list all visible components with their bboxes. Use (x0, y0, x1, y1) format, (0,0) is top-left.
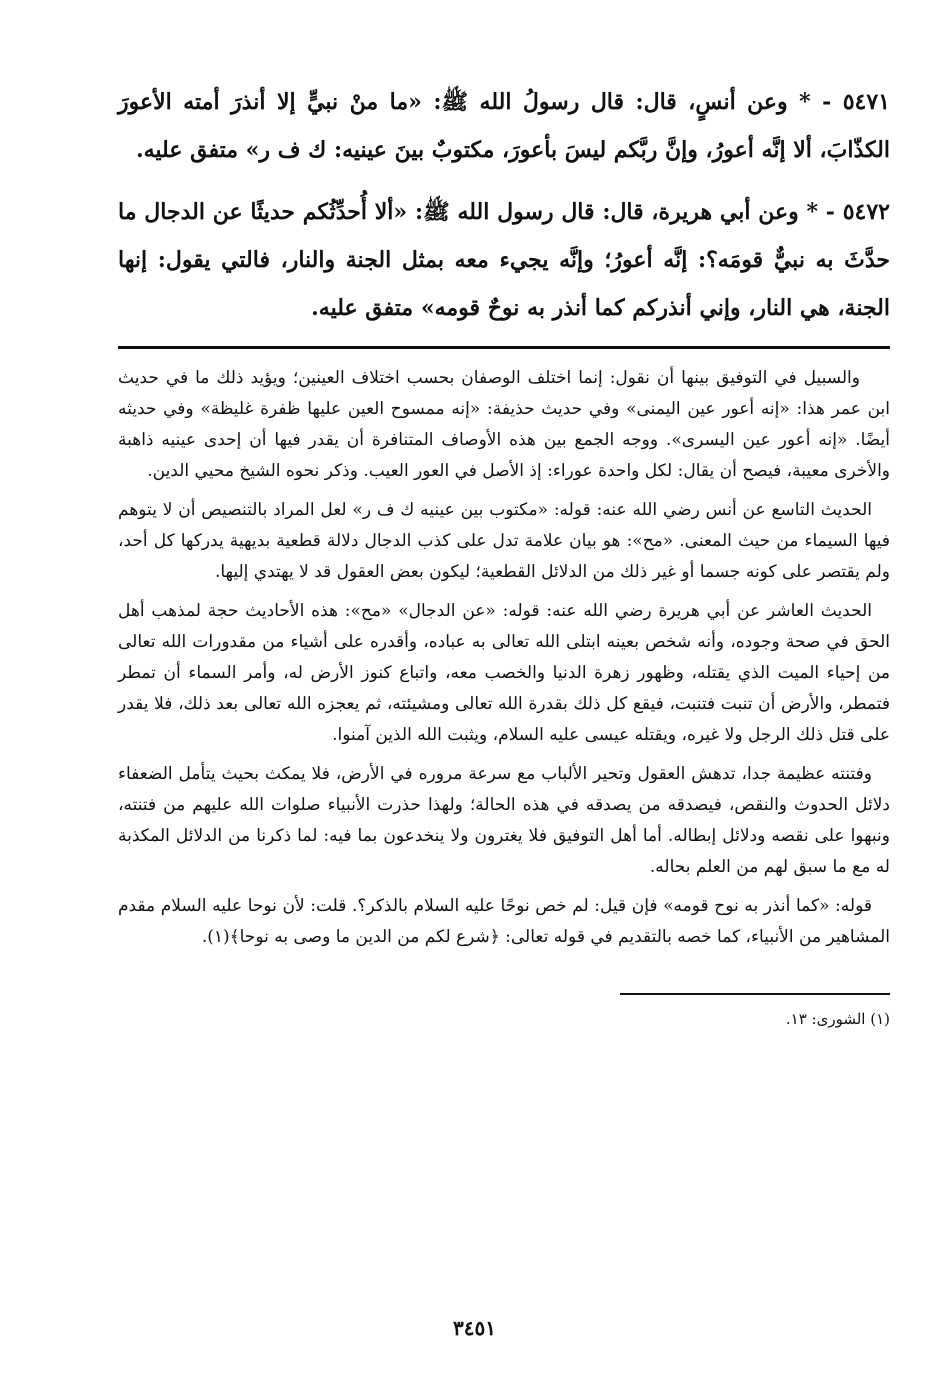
hadith-5472: ٥٤٧٢ - * وعن أبي هريرة، قال: قال رسول الله ﷺ: «ألا أُحدِّثُكم حديثًا عن الدجال ما حدَّثَ به نبيٌّ قومَه؟: إنَّه أعورُ؛ وإنَّه يجيء معه بمثل الجنة والنار، فالتي يقول: إنها الجنة، هي النار، وإني أنذركم كما أنذر به نوحٌ قومه» متفق عليه. (118, 199, 890, 321)
footnote: (١) الشورى: ١٣. (785, 1010, 890, 1028)
commentary-paragraph: وفتنته عظيمة جدا، تدهش العقول وتحير الألباب مع سرعة مروره في الأرض، فلا يمكث بحيث يتأمل الضعفاء دلائل الحدوث والنقص، فيصدقه من يصدقه في هذه الحالة؛ ولهذا حذرت الأنبياء صلوات الله عليهم من فتنته، ونبهوا على نقصه ودلائل إبطاله. أما أهل التوفيق فلا يغترون ولا ينخدعون بما فيه: لما ذكرنا من الدلائل المكذبة له مع ما سبق لهم من العلم بحاله. (118, 764, 890, 877)
commentary-paragraph: الحديث التاسع عن أنس رضي الله عنه: قوله: «مكتوب بين عينيه ك ف ر» لعل المراد بالتنصيص أن لا يتوهم فيها السيماء من حيث المعنى. «مح»: هو بيان علامة تدل على كذب الدجال دلالة قطعية بديهية يدركها كل أحد، ولم يقتصر على كونه جسما أو غير ذلك من الدلائل القطعية؛ ليكون بعض العقول قد لا يهتدي إليها. (118, 500, 890, 582)
commentary-paragraph: قوله: «كما أنذر به نوح قومه» فإن قيل: لم خص نوحًا عليه السلام بالذكر؟. قلت: لأن نوحا عليه السلام مقدم المشاهير من الأنبياء، كما خصه بالتقديم في قوله تعالى: ﴿شرع لكم من الدين ما وصى به نوحا﴾(١). (118, 896, 890, 947)
commentary-paragraph: الحديث العاشر عن أبي هريرة رضي الله عنه: قوله: «عن الدجال» «مح»: هذه الأحاديث حجة لمذهب أهل الحق في صحة وجوده، وأنه شخص بعينه ابتلى الله تعالى به عباده، وأقدره على أشياء من مقدورات الله تعالى من إحياء الميت الذي يقتله، وظهور زهرة الدنيا والخصب معه، واتباع كنوز الأرض له، وأمر السماء أن تمطر فتمطر، والأرض أن تنبت فتنبت، فيقع كل ذلك بقدرة الله تعالى ومشيئته، ثم يعجزه الله تعالى بعد ذلك، فلا يقدر على قتل ذلك الرجل ولا غيره، ويقتله عيسى عليه السلام، ويثبت الله الذين آمنوا. (118, 601, 890, 745)
page-number: ٣٤٥١ (453, 1316, 496, 1340)
section-divider (118, 346, 890, 349)
hadith-5471: ٥٤٧١ - * وعن أنسٍ، قال: قال رسولُ الله ﷺ: «ما منْ نبيٍّ إلا أنذرَ أمته الأعورَ الكذّابَ، ألا إنَّه أعورُ، وإنَّ ربَّكم ليسَ بأعورَ، مكتوبٌ بينَ عينيه: ك ف ر» متفق عليه. (118, 89, 890, 163)
commentary-section (118, 363, 890, 953)
commentary-paragraph: والسبيل في التوفيق بينها أن نقول: إنما اختلف الوصفان بحسب اختلاف العينين؛ ويؤيد ذلك ما في حديث ابن عمر هذا: «إنه أعور عين اليمنى» وفي حديث حذيفة: «إنه ممسوح العين عليها ظفرة غليظة» وفي حديثه أيضًا. «إنه أعور عين اليسرى». ووجه الجمع بين هذه الأوصاف المتنافرة أن يقدر فيها أن إحدى عينيه ذاهبة والأخرى معيبة، فيصح أن يقال: لكل واحدة عوراء: إذ الأصل في العور العيب. وذكر نحوه الشيخ محيي الدين. (118, 368, 890, 481)
hadith-section (118, 78, 890, 332)
footnote-divider (620, 993, 890, 995)
page-body (118, 78, 890, 1033)
